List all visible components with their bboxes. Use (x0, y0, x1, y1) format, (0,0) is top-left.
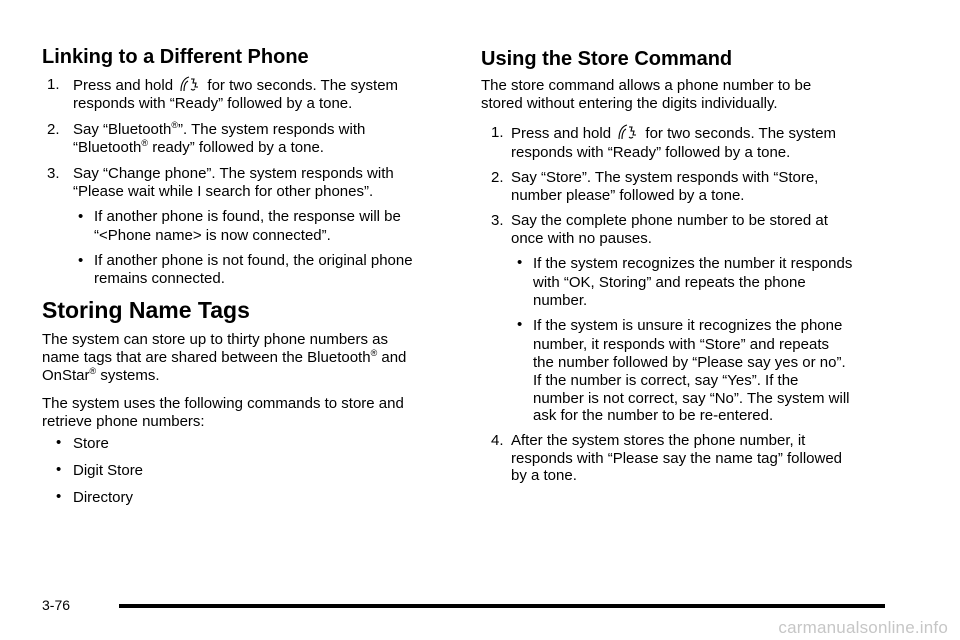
step-line: After the system stores the phone number, it (511, 432, 806, 449)
step-line: “Please wait while I search for other phones”. (73, 183, 374, 200)
step-line: responds with “Please say the name tag” followed (511, 450, 843, 467)
bullet-line: If the number is correct, say “Yes”. If the (533, 372, 799, 389)
registered-mark: ® (370, 348, 378, 358)
watermark: carmanualsonline.info (778, 618, 948, 637)
registered-mark: ® (141, 138, 149, 148)
step-line: responds with “Ready” followed by a tone. (511, 144, 791, 161)
bullet-dot: • (517, 254, 523, 271)
step-number: 3. (47, 165, 60, 182)
command-item: Directory (73, 489, 134, 506)
footer-rule (119, 604, 885, 608)
push-to-talk-icon (616, 124, 640, 145)
step-line: number please” followed by a tone. (511, 187, 745, 204)
command-item: Digit Store (73, 462, 144, 479)
section-heading-store-command: Using the Store Command (481, 48, 733, 70)
registered-mark: ® (171, 120, 179, 130)
bullet-line: If the system recognizes the number it responds (533, 255, 853, 272)
step-line: Say “Bluetooth®”. The system responds with (73, 120, 366, 138)
step-line: Say the complete phone number to be stored at (511, 212, 828, 229)
bullet-line: number is not correct, say “No”. The system will (533, 390, 850, 407)
paragraph-line: The store command allows a phone number to be (481, 77, 812, 94)
paragraph-line: name tags that are shared between the Bluetooth® and (42, 348, 407, 366)
bullet-dot: • (56, 488, 62, 505)
push-to-talk-icon (178, 76, 202, 97)
step-number: 3. (491, 212, 504, 229)
bullet-line: number. (533, 292, 588, 309)
step-line: Press and hold for two seconds. The system (73, 76, 398, 97)
page-number: 3-76 (42, 597, 71, 613)
step-number: 1. (47, 76, 60, 93)
bullet-dot: • (56, 434, 62, 451)
section-heading-linking: Linking to a Different Phone (42, 46, 309, 68)
paragraph-line: The system uses the following commands to store and (42, 395, 404, 412)
step-line: Press and hold for two seconds. The system (511, 124, 836, 145)
step-number: 1. (491, 124, 504, 141)
bullet-line: “<Phone name> is now connected”. (94, 227, 331, 244)
bullet-dot: • (517, 316, 523, 333)
bullet-line: the number followed by “Please say yes or no”. (533, 354, 846, 371)
paragraph-line: stored without entering the digits individually. (481, 95, 778, 112)
step-line: once with no pauses. (511, 230, 652, 247)
bullet-line: ask for the number to be re-entered. (533, 407, 774, 424)
step-number: 2. (491, 169, 504, 186)
paragraph-line: retrieve phone numbers: (42, 413, 205, 430)
bullet-line: If the system is unsure it recognizes the phone (533, 317, 843, 334)
registered-mark: ® (89, 366, 97, 376)
step-line: “Bluetooth® ready” followed by a tone. (73, 138, 324, 156)
bullet-dot: • (56, 461, 62, 478)
bullet-line: If another phone is not found, the original phone (94, 252, 413, 269)
command-item: Store (73, 435, 109, 452)
bullet-dot: • (78, 208, 84, 225)
paragraph-line: OnStar® systems. (42, 366, 160, 384)
step-line: by a tone. (511, 467, 577, 484)
paragraph-line: The system can store up to thirty phone numbers as (42, 331, 389, 348)
bullet-line: with “OK, Storing” and repeats the phone (533, 274, 806, 291)
bullet-line: remains connected. (94, 270, 225, 287)
section-heading-storing: Storing Name Tags (42, 297, 250, 323)
step-number: 4. (491, 432, 504, 449)
bullet-dot: • (78, 252, 84, 269)
step-number: 2. (47, 121, 60, 138)
bullet-line: If another phone is found, the response will be (94, 208, 401, 225)
step-line: Say “Change phone”. The system responds with (73, 165, 394, 182)
step-line: responds with “Ready” followed by a tone. (73, 95, 353, 112)
bullet-line: number, it responds with “Store” and repeats (533, 336, 829, 353)
step-line: Say “Store”. The system responds with “Store, (511, 169, 819, 186)
